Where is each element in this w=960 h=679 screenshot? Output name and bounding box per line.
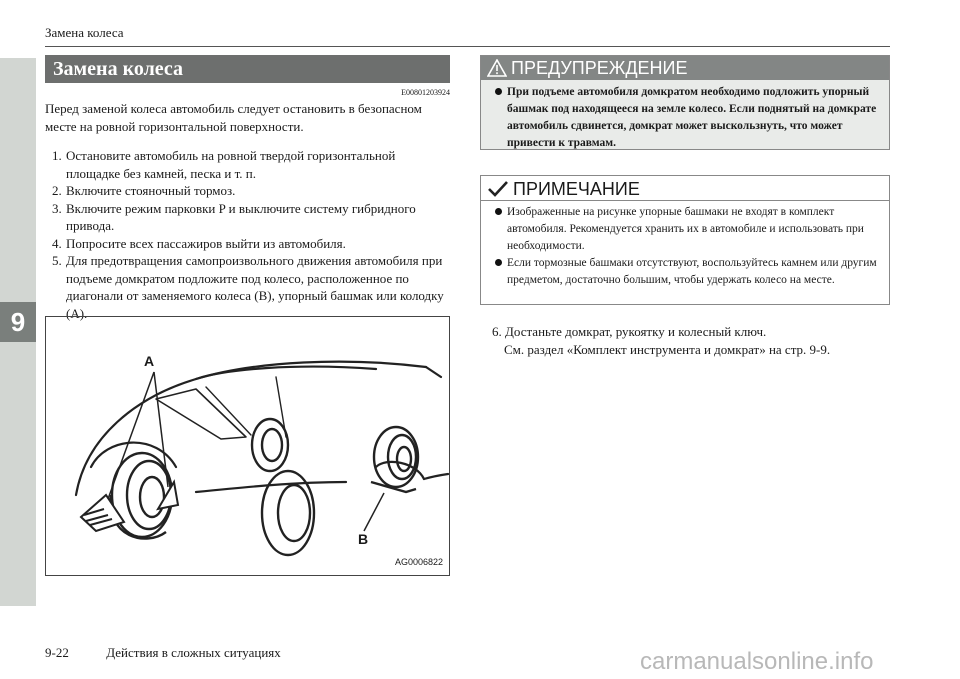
leader-line-b: [364, 493, 384, 531]
note-title: ПРИМЕЧАНИЕ: [513, 179, 640, 199]
rear-wheel-right: [252, 419, 314, 555]
warning-header: [481, 56, 889, 80]
note-item: Если тормозные башмаки отсутствуют, воспользуйтесь камнем или другим предметом, достаточно большим, чтобы удержать колесо на месте.: [507, 255, 881, 289]
step-item: 3. Включите режим парковки P и выключите систему гибридного привода.: [52, 200, 416, 233]
warning-triangle-icon: [487, 59, 507, 77]
figure-label-a: A: [144, 353, 155, 369]
chapter-title: Действия в сложных ситуациях: [106, 645, 281, 660]
step-six: [492, 323, 892, 358]
note-header: [481, 176, 889, 201]
chapter-number-tab[interactable]: 9: [0, 302, 36, 342]
cross-reference[interactable]: См. раздел «Комплект инструмента и домкрат» на стр. 9-9.: [504, 341, 831, 357]
note-item: Изображенные на рисунке упорные башмаки не входят в комплект автомобиля. Рекомендуется хранить их в автомобиле и использовать при необходимости.: [507, 204, 881, 255]
front-wheel-b: [371, 427, 418, 492]
wheel-chock-illustration: [45, 316, 450, 576]
figure-code: AG0006822: [394, 557, 443, 567]
watermark: carmanualsonline.info: [640, 648, 874, 675]
note-pen-icon: [487, 180, 509, 198]
chapter-sidebar: [0, 58, 36, 606]
page-footer: [45, 645, 281, 661]
step-item: 1. Остановите автомобиль на ровной твердой горизонтальной площадке без камней, песка и т. п.: [52, 148, 396, 181]
step-six-text: 6. Достаньте домкрат, рукоятку и колесный ключ.: [492, 324, 767, 339]
bullet-icon: [495, 259, 502, 266]
car-chock-drawing: [46, 317, 449, 575]
intro-paragraph: Перед заменой колеса автомобиль следует остановить в безопасном месте на ровной горизонтальной поверхности.: [45, 101, 422, 134]
page-number: 9-22: [45, 645, 69, 660]
step-item: 4. Попросите всех пассажиров выйти из автомобиля.: [52, 235, 346, 251]
figure-label-b: B: [358, 531, 369, 547]
bullet-icon: [495, 208, 502, 215]
running-header: Замена колеса: [45, 25, 124, 40]
section-title: Замена колеса: [45, 55, 450, 83]
step-item: 5. Для предотвращения самопроизвольного движения автомобиля при подъеме домкратом подложите под колесо, расположенное по диагонали от заменяемого колеса (B), упорный башмак или колодку (A).: [52, 253, 444, 321]
steps-list: [52, 147, 452, 322]
warning-title: ПРЕДУПРЕЖДЕНИЕ: [511, 58, 688, 78]
step-item: 2. Включите стояночный тормоз.: [52, 183, 236, 198]
note-box: [480, 175, 890, 305]
warning-box: [480, 55, 890, 150]
document-code: E00801203924: [401, 88, 450, 97]
header-divider: [45, 46, 890, 47]
warning-item: При подъеме автомобиля домкратом необходимо подложить упорный башмак под находящееся на земле колесо. Если поднятый на домкрате автомобиль сдвинется, домкрат может выскользнуть, что может привести к травмам.: [507, 84, 881, 152]
bullet-icon: [495, 88, 502, 95]
